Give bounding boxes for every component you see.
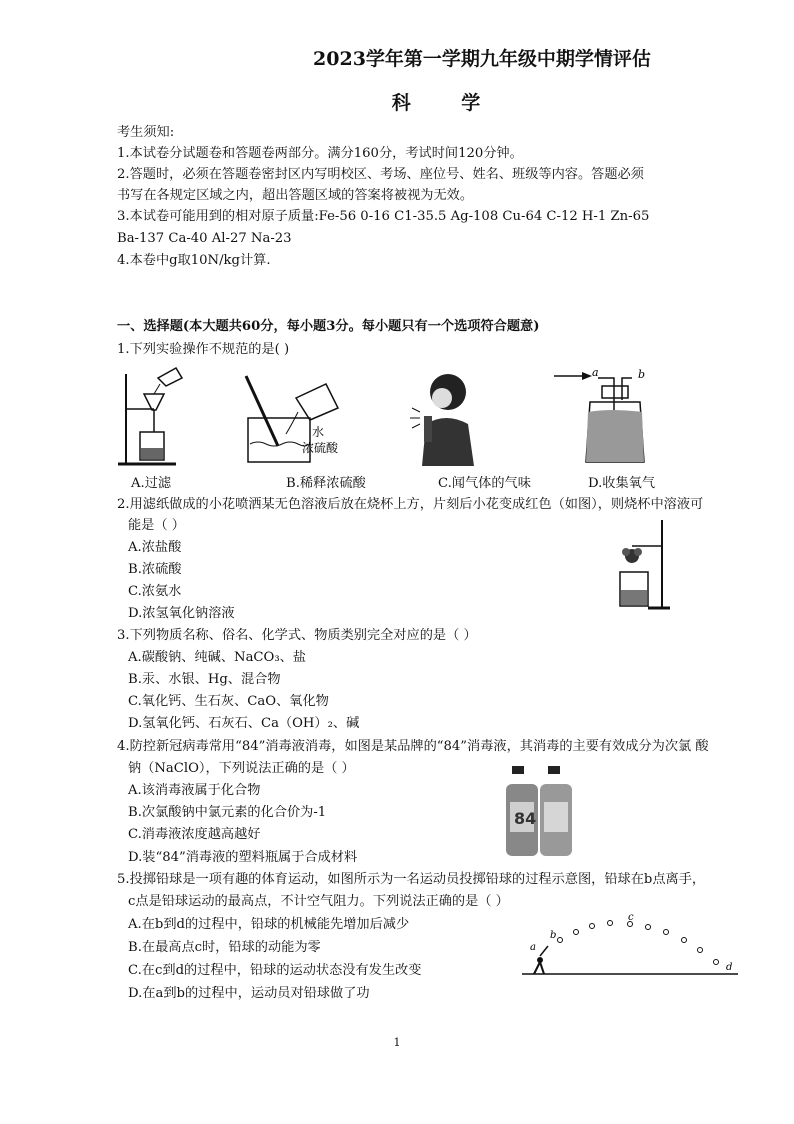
q3-option-a: A.碳酸钠、纯碱、NaCO₃、盐 (128, 650, 306, 665)
notice-heading: 考生须知: (117, 125, 175, 140)
q4-option-b: B.次氯酸钠中氯元素的化合价为-1 (128, 805, 327, 820)
q5-option-b: B.在最高点c时，铅球的动能为零 (128, 940, 321, 955)
question-3-stem: 3.下列物质名称、俗名、化学式、物质类别完全对应的是（ ） (117, 628, 477, 643)
notice-line: 3.本试卷可能用到的相对原子质量:Fe-56 0-16 C1-35.5 Ag-108 Cu-64 C-12 H-1 Zn-65 (117, 209, 650, 224)
collect-oxygen-figure (552, 366, 662, 470)
question-4-stem-cont: 钠（NaClO），下列说法正确的是（ ） (128, 761, 355, 776)
question-5-stem: 5.投掷铅球是一项有趣的体育运动，如图所示为一名运动员投掷铅球的过程示意图，铅球在b点离手， (117, 872, 706, 887)
q2-option-c: C.浓氨水 (128, 584, 182, 599)
point-c-label: c (628, 912, 634, 923)
dilute-acid-figure (238, 372, 346, 470)
q1-option-a: A.过滤 (131, 476, 172, 491)
tube-b-label: b (638, 368, 646, 381)
q5-option-d: D.在a到b的过程中，运动员对铅球做了功 (128, 986, 370, 1001)
notice-line: 1.本试卷分试题卷和答题卷两部分。满分160分，考试时间120分钟。 (117, 146, 523, 161)
notice-line: 4.本卷中g取10N/kg计算. (117, 253, 271, 268)
question-1-stem: 1.下列实验操作不规范的是( ) (117, 342, 290, 357)
paper-flower-figure (608, 516, 674, 612)
question-2-stem-cont: 能是（ ） (128, 518, 185, 533)
smell-gas-figure (402, 368, 486, 468)
question-2-stem: 2.用滤纸做成的小花喷洒某无色溶液后放在烧杯上方，片刻后小花变成红色（如图），则烧杯中溶液可 (117, 497, 704, 512)
point-a-label: a (530, 942, 536, 953)
q5-option-a: A.在b到d的过程中，铅球的机械能先增加后减少 (128, 917, 410, 932)
notice-line: Ba-137 Ca-40 Al-27 Na-23 (117, 231, 292, 246)
question-4-stem: 4.防控新冠病毒常用“84”消毒液消毒，如图是某品牌的“84”消毒液，其消毒的主要有效成分为次氯 酸 (117, 739, 709, 754)
tube-a-label: a (592, 366, 599, 379)
q4-option-d: D.装“84”消毒液的塑料瓶属于合成材料 (128, 850, 358, 865)
q5-option-c: C.在c到d的过程中，铅球的运动状态没有发生改变 (128, 963, 422, 978)
q2-option-d: D.浓氢氧化钠溶液 (128, 606, 235, 621)
acid-label: 浓硫酸 (302, 441, 339, 455)
water-label: 水 (312, 425, 325, 439)
disinfectant-bottles-photo (504, 762, 578, 860)
q4-option-c: C.消毒液浓度越高越好 (128, 827, 261, 842)
point-d-label: d (726, 962, 733, 973)
q3-option-d: D.氢氧化钙、石灰石、Ca（OH）₂、碱 (128, 716, 360, 731)
filtration-figure (116, 364, 196, 470)
q2-option-b: B.浓硫酸 (128, 562, 182, 577)
q3-option-b: B.汞、水银、Hg、混合物 (128, 672, 281, 687)
question-5-stem-cont: c点是铅球运动的最高点，不计空气阻力。下列说法正确的是（ ） (128, 894, 509, 909)
q1-option-c: C.闻气体的气味 (438, 476, 531, 491)
q1-option-b: B.稀释浓硫酸 (286, 476, 366, 491)
subject-title: 科 学 (391, 92, 503, 114)
point-b-label: b (550, 930, 557, 941)
q3-option-c: C.氧化钙、生石灰、CaO、氧化物 (128, 694, 329, 709)
section-heading: 一、选择题(本大题共60分，每小题3分。每小题只有一个选项符合题意) (117, 319, 540, 334)
exam-title: 2023学年第一学期九年级中期学情评估 (313, 48, 651, 70)
shot-put-trajectory-figure (520, 910, 740, 978)
q1-option-d: D.收集氧气 (588, 476, 656, 491)
notice-line: 书写在各规定区域之内，超出答题区域的答案将被视为无效。 (117, 188, 474, 203)
notice-line: 2.答题时，必须在答题卷密封区内写明校区、考场、座位号、姓名、班级等内容。答题必须 (117, 167, 644, 182)
bottle-label: 84 (514, 809, 537, 828)
q4-option-a: A.该消毒液属于化合物 (128, 783, 261, 798)
page-number: 1 (393, 1036, 401, 1049)
q2-option-a: A.浓盐酸 (128, 540, 182, 555)
